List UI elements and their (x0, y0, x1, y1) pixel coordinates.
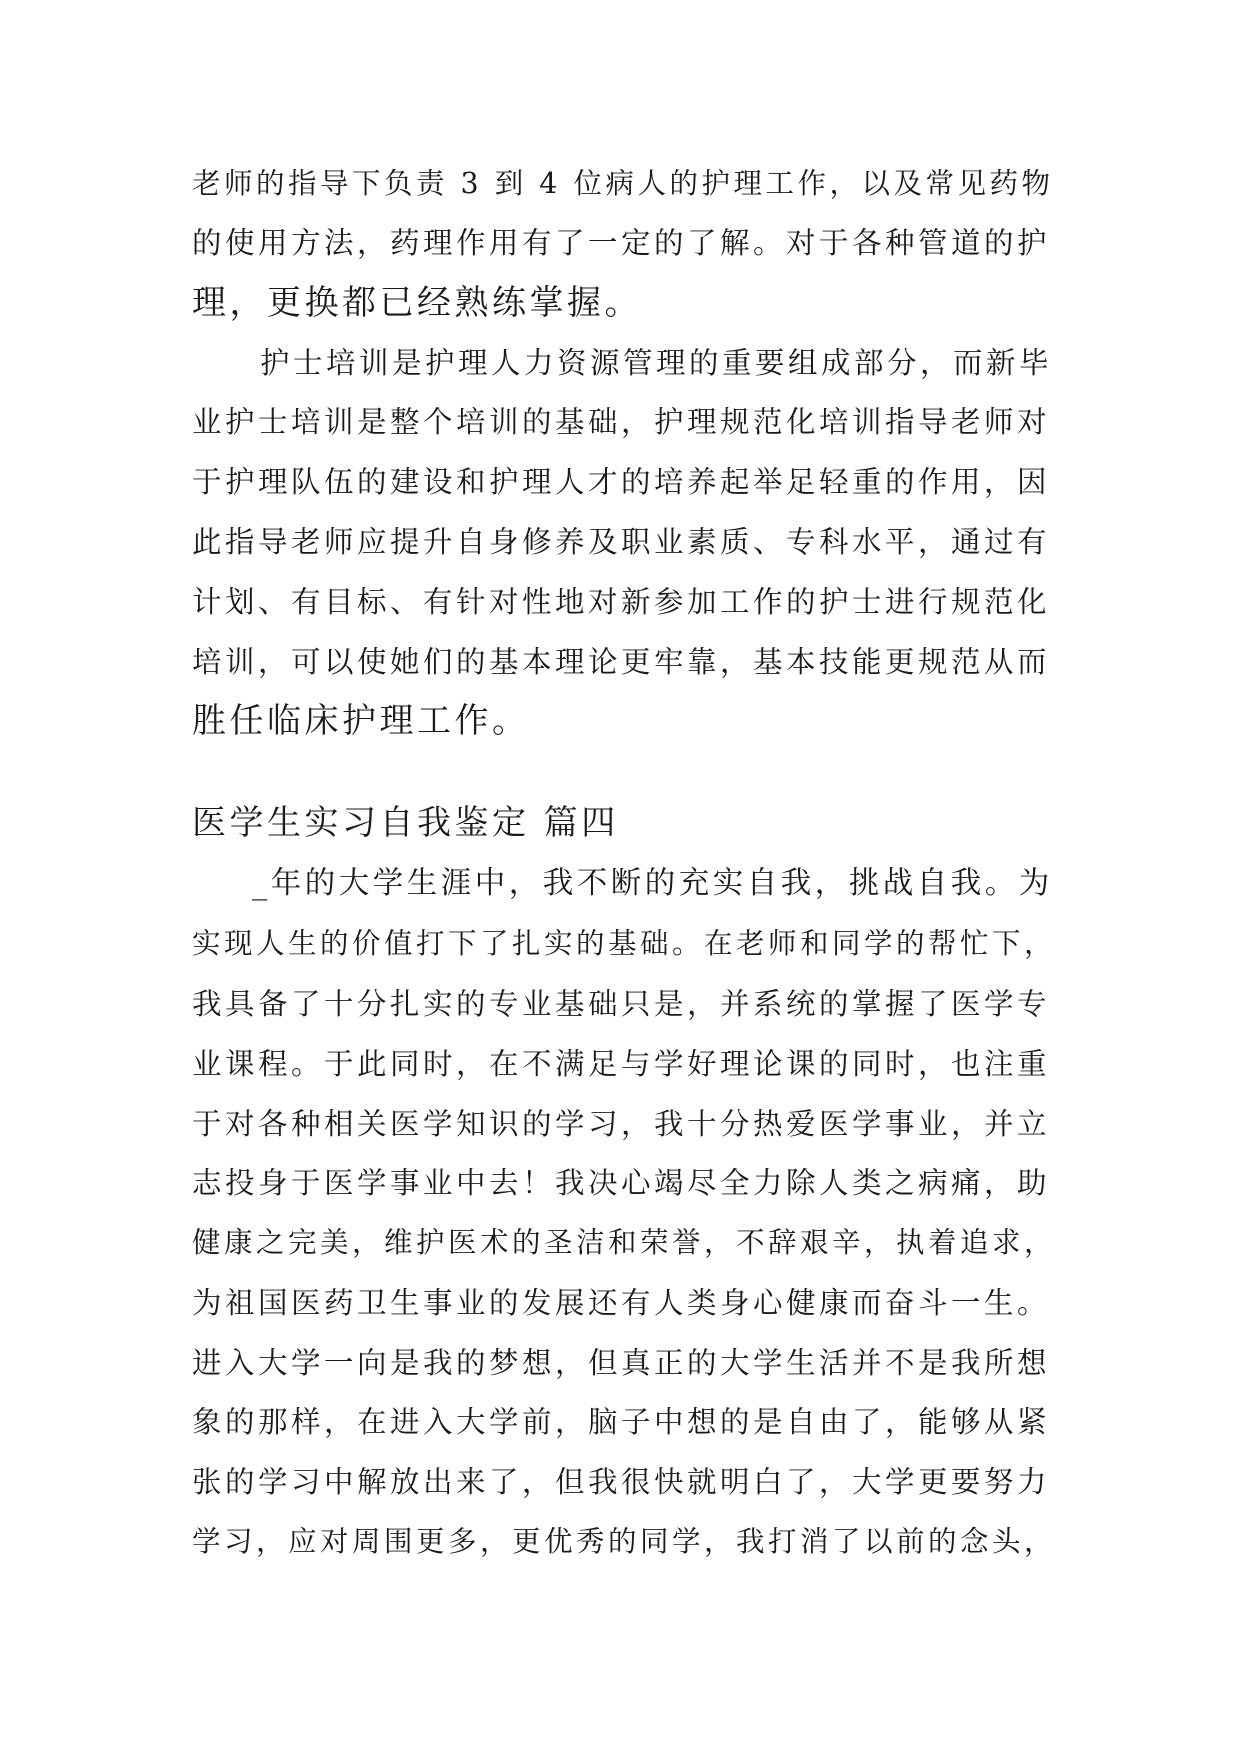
text-line: 胜任临床护理工作。 (192, 701, 530, 741)
text-line: 于护理队伍的建设和护理人才的培养起举足轻重的作用，因 (192, 465, 1051, 499)
text-line: 进入大学一向是我的梦想，但真正的大学生活并不是我所想 (192, 1346, 1051, 1380)
text-line: 培训，可以使她们的基本理论更牢靠，基本技能更规范从而 (192, 645, 1051, 679)
text-line: 业课程。于此同时，在不满足与学好理论课的同时，也注重 (192, 1047, 1051, 1081)
text-line: 我具备了十分扎实的专业基础只是，并系统的掌握了医学专 (192, 987, 1051, 1021)
text-line: 业护士培训是整个培训的基础，护理规范化培训指导老师对 (192, 405, 1051, 439)
text-line: 此指导老师应提升自身修养及职业素质、专科水平，通过有 (192, 525, 1051, 559)
text-line: 学习，应对周围更多，更优秀的同学，我打消了以前的念头， (192, 1525, 1057, 1558)
text-line: 张的学习中解放出来了，但我很快就明白了，大学更要努力 (192, 1465, 1051, 1499)
section-heading: 医学生实习自我鉴定 篇四 (192, 803, 619, 843)
text-line: 健康之完美，维护医术的圣洁和荣誉，不辞艰辛，执着追求， (192, 1226, 1057, 1259)
text-line: 志投身于医学事业中去！我决心竭尽全力除人类之病痛，助 (192, 1166, 1051, 1200)
text-line: 的使用方法，药理作用有了一定的了解。对于各种管道的护 (192, 226, 1051, 260)
text-line: 计划、有目标、有针对性地对新参加工作的护士进行规范化 (192, 585, 1051, 619)
text-line: 实现人生的价值打下了扎实的基础。在老师和同学的帮忙下， (192, 927, 1057, 960)
paragraph-first-line: 护士培训是护理人力资源管理的重要组成部分，而新毕 (260, 346, 1053, 380)
text-line: 于对各种相关医学知识的学习，我十分热爱医学事业，并立 (192, 1107, 1051, 1141)
text-line: 象的那样，在进入大学前，脑子中想的是自由了，能够从紧 (192, 1405, 1051, 1439)
paragraph-first-line: _年的大学生涯中，我不断的充实自我，挑战自我。为 (252, 866, 1053, 901)
text-line: 老师的指导下负责 3 到 4 位病人的护理工作，以及常见药物 (192, 167, 1054, 200)
text-line: 理，更换都已经熟练掌握。 (192, 283, 642, 323)
text-line: 为祖国医药卫生事业的发展还有人类身心健康而奋斗一生。 (192, 1286, 1051, 1320)
